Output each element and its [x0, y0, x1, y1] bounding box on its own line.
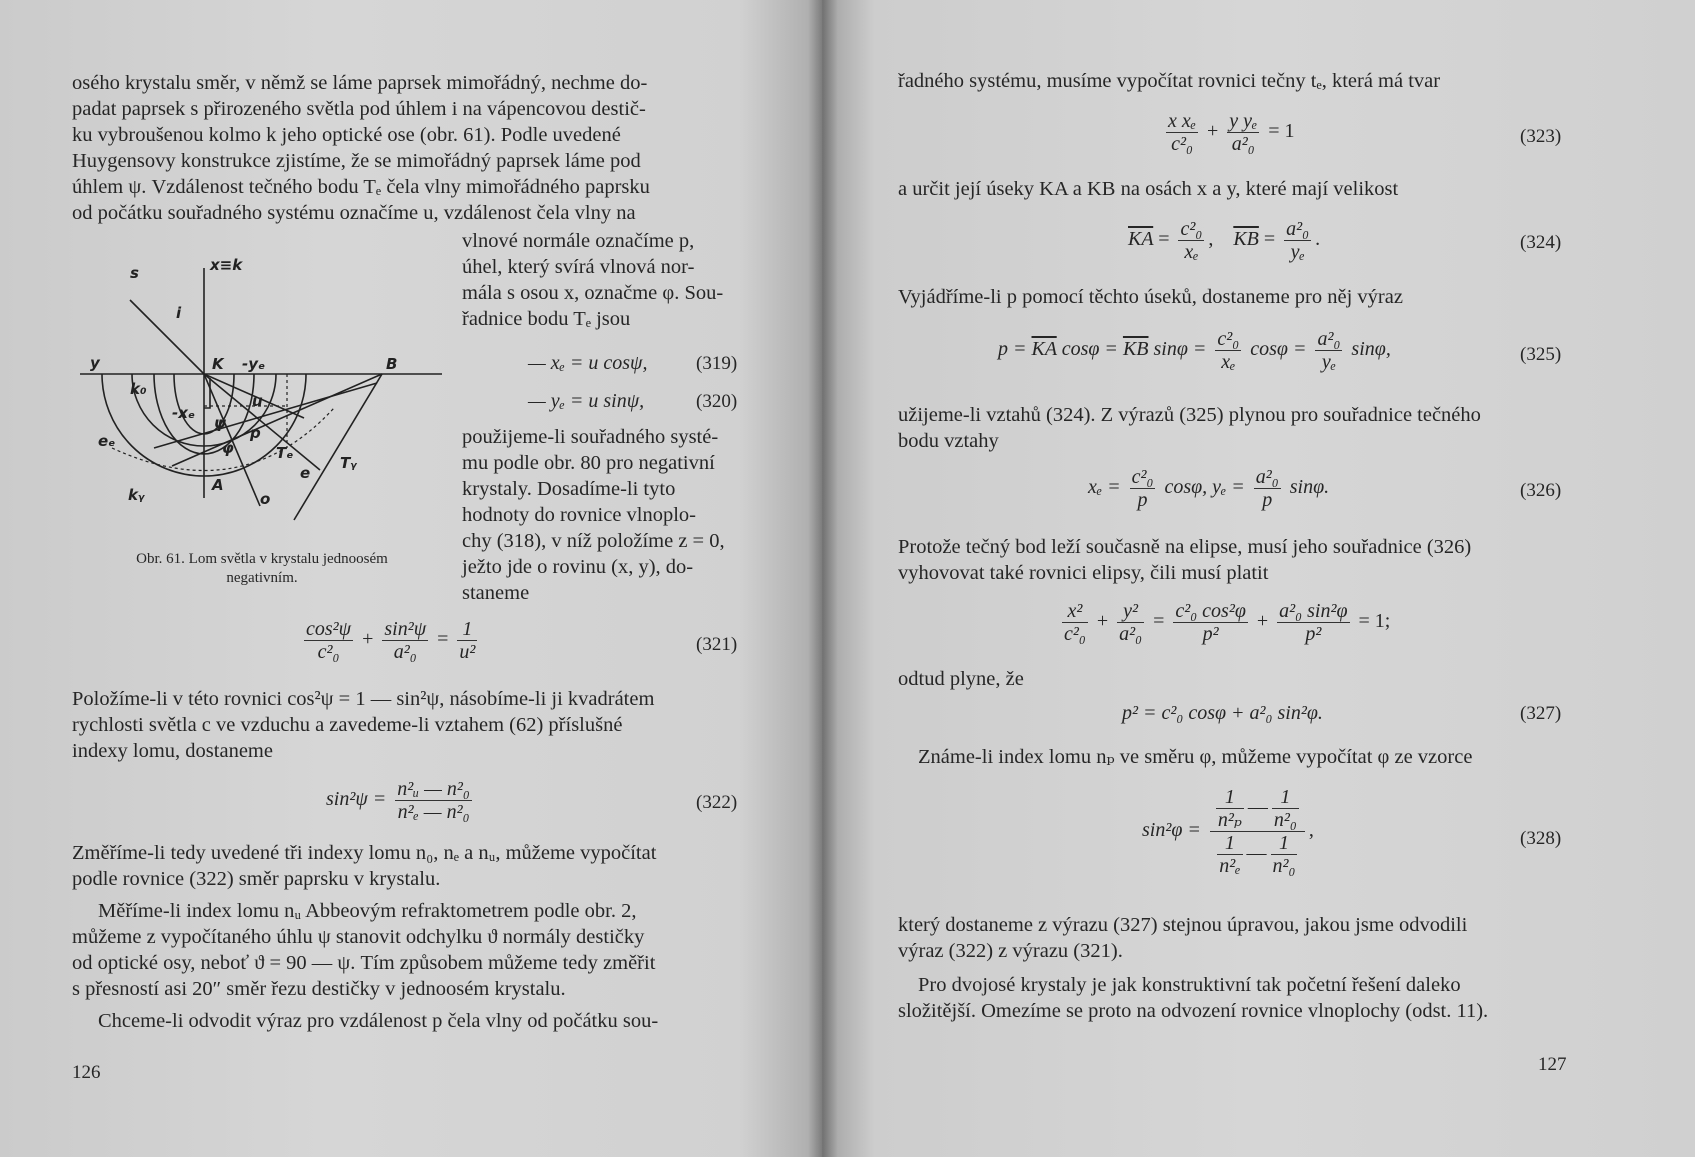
equation-321: $\frac{\text{cos²ψ}}{\text{c²₀}}$ + $\frac{\text{sin²ψ}}{\text{a²₀}}$ = $\frac{1}{\text{u²}}$: [306, 618, 476, 663]
frac-den: a²₀: [393, 641, 417, 663]
text-line: s přesností asi 20″ směr řezu destičky v jednoosém krystalu.: [72, 978, 566, 1000]
figure-61: [72, 258, 452, 543]
frac-num: c²₀: [1180, 218, 1203, 240]
frac-num: cos²ψ: [306, 618, 352, 640]
text-line: mála s osou x, označme φ. Sou-: [462, 282, 724, 304]
text-line: můžeme z vypočítaného úhlu ψ stanovit odchylku ϑ normály destičky: [72, 926, 645, 948]
compound-numerator: $\frac{1}{\text{n²ₚ}}$ — $\frac{1}{\text{n²₀}}$: [1210, 786, 1305, 832]
segment-ka: $\overline{KA}$: [1128, 228, 1154, 251]
compound-denominator: $\frac{1}{\text{n²ₑ}}$ — $\frac{1}{\text{n²₀}}$: [1219, 832, 1296, 877]
text-line: indexy lomu, dostaneme: [72, 740, 273, 762]
frac-num: a²₀ sin²φ: [1279, 600, 1348, 622]
frac-den: p²: [1305, 623, 1322, 645]
fig-label: Tᵧ: [340, 454, 357, 472]
equation-327: p² = c²₀ cosφ + a²₀ sin²φ.: [1122, 702, 1323, 724]
tangent-line: [294, 374, 382, 520]
figure-caption: [72, 550, 452, 588]
eq-lhs: sin²ψ =: [326, 788, 387, 811]
incident-ray: [130, 300, 204, 374]
text-line: rychlosti světla c ve vzduchu a zavedeme-li vztahem (62) příslušné: [72, 714, 623, 736]
eq-rhs: = 1: [1268, 120, 1295, 143]
text-line: vyhovovat také rovnici elipsy, čili musí platit: [898, 562, 1269, 584]
page-number: 126: [72, 1062, 101, 1083]
text-line: Měříme-li index lomu nᵤ Abbeovým refraktometrem podle obr. 2,: [98, 900, 637, 922]
eq-part: cosφ =: [1056, 338, 1123, 361]
frac-num: y²: [1117, 600, 1144, 623]
text-line: použijeme-li souřadného systé-: [462, 426, 719, 448]
text-line: a určit její úseky KA a KB na osách x a y, které mají velikost: [898, 178, 1399, 200]
equation-number: (324): [1520, 232, 1562, 253]
text-line: osého krystalu směr, v němž se láme paprsek mimořádný, nechme do-: [72, 72, 648, 94]
frac-den: n²₀: [1272, 855, 1296, 877]
fig-label: e: [300, 464, 311, 482]
frac-den: a²₀: [1119, 623, 1143, 645]
frac-num: a²₀: [1286, 218, 1310, 240]
fig-label: kᵧ: [128, 486, 145, 504]
frac-num: 1: [457, 618, 477, 641]
fig-label: s: [130, 264, 139, 282]
text-line: chy (318), v níž položíme z = 0,: [462, 530, 725, 552]
frac-num: sin²ψ: [384, 618, 427, 640]
frac-den: p: [1262, 489, 1273, 511]
equation-323: $\frac{\text{x xₑ}}{\text{c²₀}}$ + $\frac{\text{y yₑ}}{\text{a²₀}}$ = 1: [1168, 110, 1295, 155]
frac-num: 1: [1216, 786, 1244, 809]
equation-number: (326): [1520, 480, 1562, 501]
segment-kb: $\overline{KB}$: [1122, 338, 1149, 361]
frac-den: c²₀: [1064, 623, 1086, 645]
right-page: [822, 0, 1695, 1157]
fig-label: A: [212, 476, 224, 494]
frac-den: xₑ: [1184, 241, 1199, 263]
text-line: výraz (322) z výrazu (321).: [898, 940, 1123, 962]
text-line: odtud plyne, že: [898, 668, 1024, 690]
equation-324: $\overline{KA}$ = $\frac{\text{c²₀}}{\text{xₑ}}$ , $\overline{KB}$ = $\frac{\text{a²₀}}{\text{yₑ}}$ .: [1128, 218, 1321, 263]
text-line: ku vybroušenou kolmo k jeho optické ose (obr. 61). Podle uvedené: [72, 124, 621, 146]
equation-325: [998, 328, 1391, 373]
text-line: Změříme-li tedy uvedené tři indexy lomu n₀, nₑ a nᵤ, můžeme vypočítat: [72, 842, 657, 864]
text-line: Známe-li index lomu nₚ ve směru φ, můžeme vypočítat φ ze vzorce: [918, 746, 1473, 768]
segment-kb: $\overline{KB}$: [1233, 228, 1259, 251]
equation-320: — yₑ = u sinψ,: [528, 390, 645, 412]
equation-number: (323): [1520, 126, 1562, 147]
eq-part: cosφ, yₑ =: [1164, 476, 1245, 499]
fig-label: o: [260, 490, 271, 508]
frac-num: c²₀: [1131, 466, 1154, 488]
fig-label: i: [176, 304, 182, 322]
frac-den: n²ₚ: [1217, 809, 1242, 831]
fig-label: ψ: [214, 414, 226, 432]
text-line: Protože tečný bod leží současně na elipse, musí jeho souřadnice (326): [898, 536, 1472, 558]
frac-den: c²₀: [1171, 133, 1193, 155]
frac-num: 1: [1217, 832, 1242, 855]
frac-den: n²ₑ — n²₀: [397, 801, 470, 823]
fig-label: -xₑ: [172, 404, 196, 422]
eq-rhs: = 1;: [1358, 610, 1391, 633]
text-line: od počátku souřadného systému označíme u, vzdálenost čela vlny na: [72, 202, 636, 224]
frac-den: a²₀: [1231, 133, 1255, 155]
frac-den: xₑ: [1221, 351, 1236, 373]
page-number: 127: [1538, 1054, 1567, 1075]
text-line: Položíme-li v této rovnici cos²ψ = 1 — sin²ψ, násobíme-li ji kvadrátem: [72, 688, 655, 710]
left-page: [0, 0, 822, 1157]
text-line: užijeme-li vztahů (324). Z výrazů (325) plynou pro souřadnice tečného: [898, 404, 1481, 426]
equation-number: (321): [696, 634, 738, 655]
equation-328: sin²φ = $\frac{1}{\text{n²ₚ}}$ — $\frac{1}{\text{n²₀}}$ $\frac{1}{\text{n²ₑ}}$ — $\frac{1}{\text{n²₀}}$ ,: [1142, 786, 1314, 877]
frac-num: y yₑ: [1229, 110, 1258, 132]
caption-line: negativním.: [226, 570, 298, 586]
fig-label: -yₑ: [242, 355, 266, 373]
text-line: řadnice bodu Tₑ jsou: [462, 308, 631, 330]
fig-label: B: [386, 355, 398, 373]
text-line: bodu vztahy: [898, 430, 999, 452]
frac-num: a²₀: [1317, 328, 1341, 350]
equation-319: — xₑ = u cosψ,: [528, 352, 648, 374]
text-line: od optické osy, neboť ϑ = 90 — ψ. Tím způsobem můžeme tedy změřit: [72, 952, 656, 974]
fig-label: φ: [222, 439, 234, 457]
equation-322: [326, 778, 476, 823]
fig-label: y: [90, 354, 100, 372]
fig-label: p: [250, 424, 261, 442]
frac-den: n²₀: [1273, 809, 1297, 831]
equation-ellipse: $\frac{\text{x²}}{\text{c²₀}}$ + $\frac{\text{y²}}{\text{a²₀}}$ = $\frac{\text{c²₀ cos²φ}}{\text{p²}}$ + $\frac{\text{a²₀ sin²φ}}{\text{p²}}$ = 1;: [1064, 600, 1391, 645]
equation-number: (322): [696, 792, 738, 813]
text-line: padat paprsek s přirozeného světla pod úhlem i na vápencovou destič-: [72, 98, 646, 120]
frac-num: n²ᵤ — n²₀: [397, 778, 470, 800]
text-line: ježto jde o rovinu (x, y), do-: [462, 556, 694, 578]
eq-lhs: sin²φ =: [1142, 819, 1201, 842]
frac-num: x²: [1062, 600, 1088, 623]
text-line: Huygensovy konstrukce zjistíme, že se mimořádný paprsek láme pod: [72, 150, 641, 172]
text-line: Chceme-li odvodit výraz pro vzdálenost p čela vlny od počátku sou-: [98, 1010, 659, 1032]
frac-den: p: [1137, 489, 1148, 511]
equation-number: (327): [1520, 703, 1562, 724]
frac-num: c²₀: [1217, 328, 1240, 350]
frac-num: a²₀: [1255, 466, 1279, 488]
text-line: řadného systému, musíme vypočítat rovnici tečny tₑ, která má tvar: [898, 70, 1441, 92]
equation-number: (325): [1520, 344, 1562, 365]
text-line: úhel, který svírá vlnová nor-: [462, 256, 695, 278]
equation-326: [1088, 466, 1329, 511]
equation-number: (319): [696, 353, 738, 374]
equation-number: (328): [1520, 828, 1562, 849]
frac-den: p²: [1202, 623, 1219, 645]
frac-num: c²₀ cos²φ: [1175, 600, 1246, 622]
fig-label: k₀: [130, 380, 147, 398]
text-line: staneme: [462, 582, 530, 604]
caption-line: Obr. 61. Lom světla v krystalu jednoosém: [136, 551, 388, 567]
text-line: úhlem ψ. Vzdálenost tečného bodu Tₑ čela vlny mimořádného paprsku: [72, 176, 650, 198]
eq-part: sinφ,: [1351, 338, 1391, 361]
frac-num: 1: [1272, 786, 1299, 809]
eq-part: sinφ.: [1289, 476, 1330, 499]
text-line: Pro dvojosé krystaly je jak konstruktivní tak početní řešení daleko: [918, 974, 1461, 996]
frac-den: n²ₑ: [1219, 855, 1241, 877]
book-gutter: [808, 0, 838, 1157]
eq-part: p =: [998, 338, 1032, 361]
fig-label: x≡k: [210, 258, 243, 274]
text-line: krystaly. Dosadíme-li tyto: [462, 478, 676, 500]
frac-den: yₑ: [1321, 351, 1336, 373]
fig-label: eₑ: [98, 432, 116, 450]
text-line: který dostaneme z výrazu (327) stejnou úpravou, jakou jsme odvodili: [898, 914, 1468, 936]
text-line: podle rovnice (322) směr paprsku v krystalu.: [72, 868, 441, 890]
segment-ka: $\overline{KA}$: [1031, 338, 1057, 361]
equation-number: (320): [696, 391, 738, 412]
text-line: mu podle obr. 80 pro negativní: [462, 452, 715, 474]
text-line: složitější. Omezíme se proto na odvození rovnice vlnoplochy (odst. 11).: [898, 1000, 1489, 1022]
frac-num: 1: [1271, 832, 1298, 855]
text-line: Vyjádříme-li p pomocí těchto úseků, dostaneme pro něj výraz: [898, 286, 1403, 308]
text-line: vlnové normále označíme p,: [462, 230, 695, 252]
fig-label: K: [212, 355, 224, 373]
fig-label: Tₑ: [276, 444, 294, 462]
frac-num: x xₑ: [1168, 110, 1196, 132]
eq-part: cosφ =: [1250, 338, 1307, 361]
eq-part: xₑ =: [1088, 476, 1121, 499]
frac-den: c²₀: [317, 641, 340, 663]
fig-label: u: [252, 392, 263, 410]
text-line: hodnoty do rovnice vlnoplo-: [462, 504, 697, 526]
eq-part: sinφ =: [1148, 338, 1207, 361]
frac-den: u²: [459, 641, 476, 663]
frac-den: yₑ: [1290, 241, 1305, 263]
